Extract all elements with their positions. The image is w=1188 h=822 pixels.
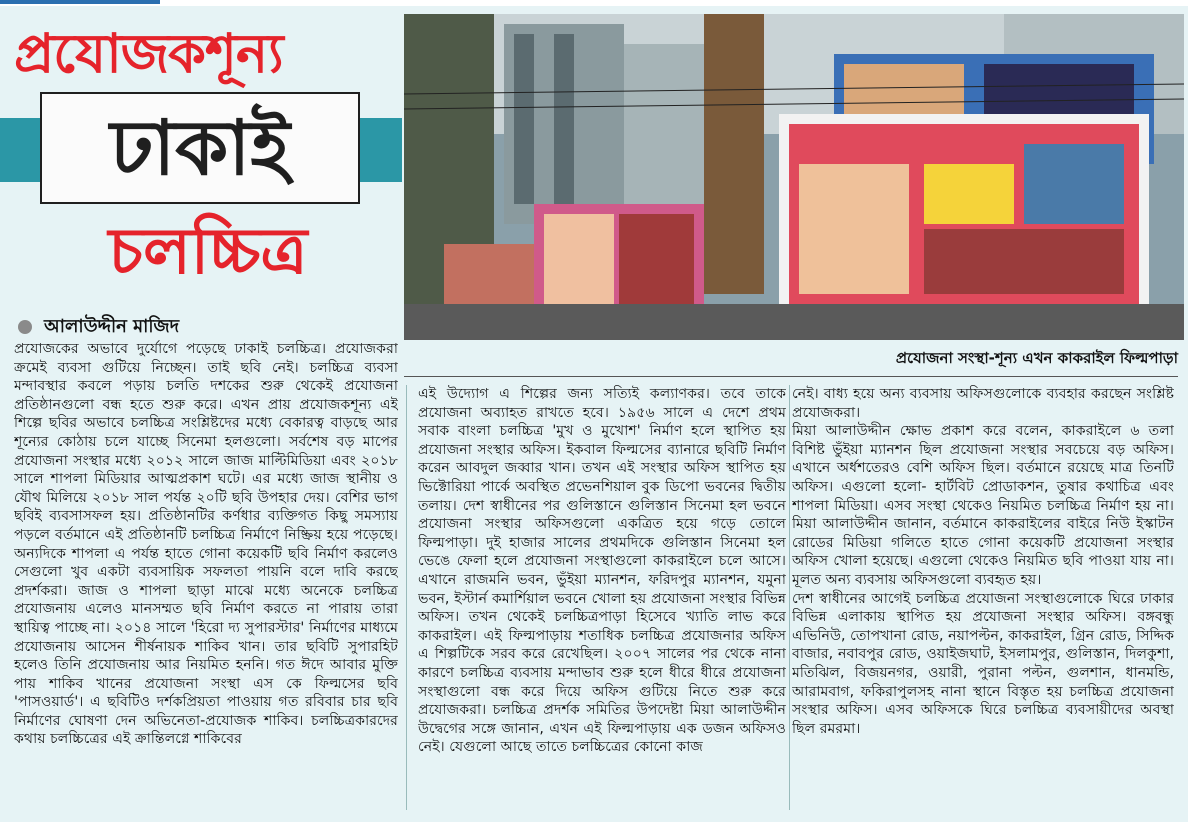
bullet-icon — [18, 320, 32, 334]
top-rule — [0, 0, 1188, 6]
paragraph: নেই। বাধ্য হয়ে অন্য ব্যবসায় অফিসগুলোকে ব্যবহার করছেন সংশ্লিষ্ট প্রযোজকরা। — [792, 386, 1174, 421]
news-photo — [404, 14, 1184, 340]
photo-caption: প্রযোজনা সংস্থা-শূন্য এখন কাকরাইল ফিল্মপাড়া — [404, 344, 1178, 377]
author-name: আলাউদ্দীন মাজিদ — [44, 315, 180, 337]
headline-line-1: প্রযোজকশূন্য — [14, 22, 283, 85]
column-divider — [406, 385, 407, 810]
article-column-1 — [14, 340, 398, 818]
paragraph: মিয়া আলাউদ্দীন ক্ষোভ প্রকাশ করে বলেন, কাকরাইলে ৬ তলা বিশিষ্ট ভুঁইয়া ম্যানশন ছিল প্রযোজনা সংস্থার সবচেয়ে বড় অফিস। এখানে অর্ধশতেরও বেশি অফিস ছিল। বর্তমানে রয়েছে মাত্র তিনটি অফিস। এগুলো হলো- হার্টবিট প্রোডাকশন, তুষার কথাচিত্র এবং শাপলা মিডিয়া। এসব সংস্থা থেকেও নিয়মিত চলচ্চিত্র নির্মাণ হয় না। মিয়া আলাউদ্দীন জানান, বর্তমানে কাকরাইলের বাইরে নিউ ইস্কাটন রোডের মিডিয়া গলিতে হাতে গোনা কয়েকটি প্রযোজনা সংস্থার অফিস খোলা হয়েছে। এগুলো থেকেও নিয়মিত ছবি পাওয়া যায় না। মূলত অন্য ব্যবসায় অফিসগুলো ব্যবহৃত হয়। — [792, 423, 1174, 588]
paragraph: প্রযোজকের অভাবে দুর্যোগে পড়েছে ঢাকাই চলচ্চিত্র। প্রযোজকরা ক্রমেই ব্যবসা গুটিয়ে নিচ্ছেন। তাই ছবি নেই। চলচ্চিত্র ব্যবসা মন্দাবস্থার কবলে পড়ায় চলতি দশকের শুরু থেকেই প্রযোজনা প্রতিষ্ঠানগুলো বন্ধ হতে শুরু করে। এখন প্রায় প্রযোজকশূন্য এই শিল্পে ছবির অভাবে চলচ্চিত্র সংশ্লিষ্টদের মধ্যে বেকারত্ব বাড়ছে আর শূন্যের কোঠায় চলে যাচ্ছে সিনেমা হলগুলো। সর্বশেষ বড় মাপের প্রযোজনা সংস্থার মধ্যে ২০১২ সালে জাজ মাল্টিমিডিয়া এবং ২০১৮ সালে শাপলা মিডিয়ার আত্মপ্রকাশ ঘটে। এর মধ্যে জাজ স্থানীয় ও যৌথ মিলিয়ে ২০১৮ সাল পর্যন্ত ২০টি ছবি উপহার দেয়। বেশির ভাগ ছবিই ব্যবসাসফল হয়। প্রতিষ্ঠানটির কর্ণধার ব্যক্তিগত কিছু সমস্যায় পড়লে বর্তমানে এই প্রতিষ্ঠানটি চলচ্চিত্র নির্মাণে নিষ্ক্রিয় হয়ে পড়েছে। অন্যদিকে শাপলা এ পর্যন্ত হাতে গোনা কয়েকটি ছবি নির্মাণ করলেও সেগুলো খুব একটা ব্যবসায়িক সফলতা পায়নি বলে দাবি করছে প্রদর্শকরা। জাজ ও শাপলা ছাড়া মাঝে মধ্যে অনেকে চলচ্চিত্র প্রযোজনায় এলেও মানসম্মত ছবি নির্মাণ করতে না পারায় তারা স্থায়িত্ব পাচ্ছে না। ২০১৪ সালে 'হিরো দ্য সুপারস্টার' নির্মাণের মাধ্যমে প্রযোজনায় আসেন শীর্ষনায়ক শাকিব খান। তার ছবিটি সুপারহিট হলেও তিনি প্রযোজনায় আর নিয়মিত হননি। গত ঈদে আবার মুক্তি পায় শাকিব খানের প্রযোজনা সংস্থা এস কে ফিল্মসের ছবি 'পাসওয়ার্ড'। এ ছবিটিও দর্শকপ্রিয়তা পাওয়ায় গত রবিবার চার ছবি নির্মাণের ঘোষণা দেন অভিনেতা-প্রযোজক শাকিব। চলচ্চিত্রকারদের কথায় চলচ্চিত্রের এই ক্রান্তিলগ্নে শাকিবের — [14, 341, 398, 748]
headline-line-3: চলচ্চিত্র — [108, 215, 308, 289]
headline-line-2: ঢাকাই — [110, 103, 290, 192]
film-poster-street-image — [404, 14, 1184, 340]
article-column-3 — [792, 385, 1174, 811]
author-byline — [18, 314, 179, 340]
article-column-2 — [418, 385, 786, 811]
paragraph: এই উদ্যোগ এ শিল্পের জন্য সত্যিই কল্যাণকর। তবে তাকে প্রযোজনা অব্যাহত রাখতে হবে। ১৯৫৬ সালে এ দেশে প্রথম সবাক বাংলা চলচ্চিত্র 'মুখ ও মুখোশ' নির্মাণ হলে স্থাপিত হয় প্রযোজনা সংস্থার অফিস। ইকবাল ফিল্মসের ব্যানারে ছবিটি নির্মাণ করেন আবদুল জব্বার খান। তখন এই সংস্থার অফিস স্থাপিত হয় ভিক্টোরিয়া পার্কে অবস্থিত প্রভেনশিয়াল বুক ডিপো ভবনের দ্বিতীয় তলায়। দেশ স্বাধীনের পর গুলিস্তানে গুলিস্তান সিনেমা হল ভবনে প্রযোজনা সংস্থার অফিসগুলো একত্রিত হয়ে গড়ে তোলে ফিল্মপাড়া। দুই হাজার সালের প্রথমদিকে গুলিস্তান সিনেমা হল ভেঙে ফেলা হলে প্রযোজনা সংস্থাগুলো কাকরাইলে চলে আসে। এখানে রাজমনি ভবন, ভুঁইয়া ম্যানশন, ফরিদপুর ম্যানশন, যমুনা ভবন, ইস্টার্ন কমার্শিয়াল ভবনে খোলা হয় প্রযোজনা সংস্থার বিভিন্ন অফিস। তখন থেকেই চলচ্চিত্রপাড়া হিসেবে খ্যাতি লাভ করে কাকরাইল। এই ফিল্মপাড়ায় শতাধিক চলচ্চিত্র প্রযোজনার অফিস এ শিল্পটিকে সরব করে রেখেছিল। ২০০৭ সালের পর থেকে নানা কারণে চলচ্চিত্র ব্যবসায় মন্দাভাব শুরু হলে ধীরে ধীরে প্রযোজনা সংস্থাগুলো বন্ধ করে দিয়ে অফিস গুটিয়ে নিতে শুরু করে প্রযোজকরা। চলচ্চিত্র প্রদর্শক সমিতির উপদেষ্টা মিয়া আলাউদ্দীন উদ্বেগের সঙ্গে জানান, এখন এই ফিল্মপাড়ায় এক ডজন অফিসও নেই। যেগুলো আছে তাতে চলচ্চিত্রের কোনো কাজ — [418, 386, 786, 756]
column-divider — [789, 385, 790, 810]
headline-box — [40, 92, 360, 204]
paragraph: দেশ স্বাধীনের আগেই চলচ্চিত্র প্রযোজনা সংস্থাগুলোকে ঘিরে ঢাকার বিভিন্ন এলাকায় স্থাপিত হয় প্রযোজনা সংস্থার অফিস। বঙ্গবন্ধু এভিনিউ, তোপখানা রোড, নয়াপল্টন, কাকরাইল, গ্রিন রোড, সিদ্দিক বাজার, নবাবপুর রোড, ওয়াইজঘাট, ইসলামপুর, গুলিস্তান, দিলকুশা, মতিঝিল, বিজয়নগর, ওয়ারী, পুরানা পল্টন, গুলশান, ধানমন্ডি, আরামবাগ, ফকিরাপুলসহ নানা স্থানে বিস্তৃত হয় চলচ্চিত্র প্রযোজনা সংস্থার অফিস। এসব অফিসকে ঘিরে চলচ্চিত্র ব্যবসায়ীদের অবস্থা ছিল রমরমা। — [792, 590, 1174, 737]
